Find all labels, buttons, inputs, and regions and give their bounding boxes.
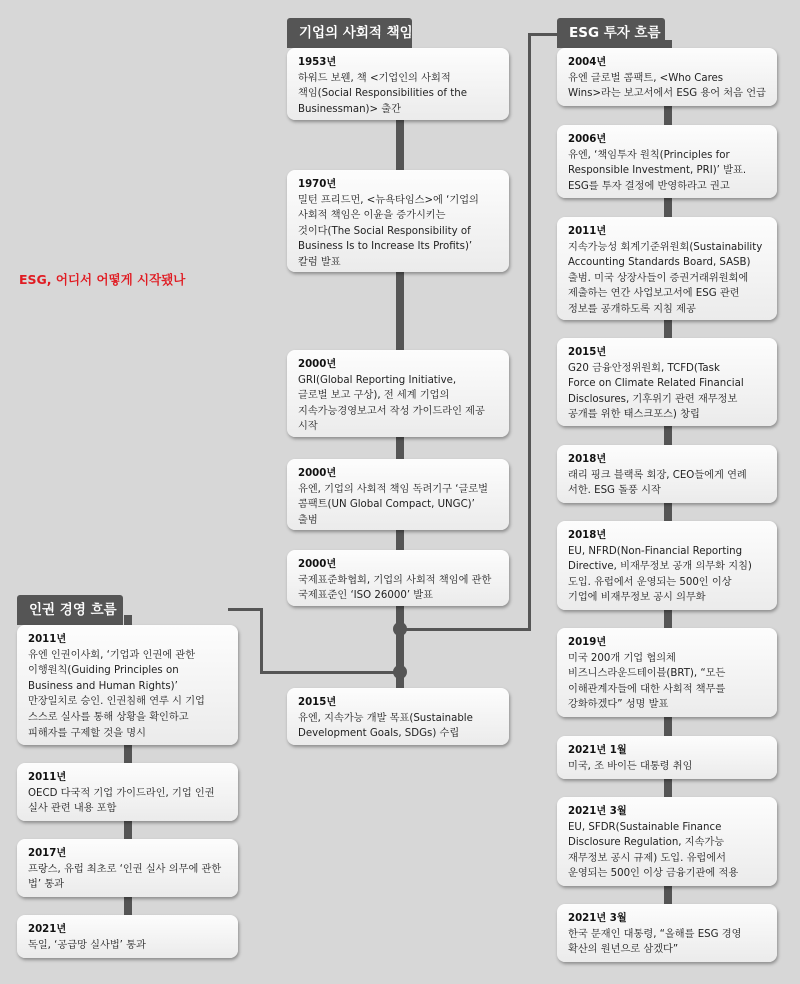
card-year: 2021년 3월 (568, 913, 627, 924)
timeline-card-esg-2011 (557, 217, 777, 320)
timeline-card-esg-2006 (557, 125, 777, 198)
card-text: 밀턴 프리드먼, <뉴욕타임스>에 ‘기업의 사회적 책임은 이윤을 증가시키는 것이다(The Social Responsibility of Business Is to Increase Its Profits)’ 칼럼 발표 (298, 194, 479, 268)
card-year: 2000년 (298, 559, 337, 570)
card-text: 유엔 글로벌 콤팩트, <Who Cares Wins>라는 보고서에서 ESG 용어 처음 언급 (568, 72, 766, 100)
card-year: 2021년 3월 (568, 806, 627, 817)
esg-connector-top (528, 33, 558, 36)
card-text: 유엔, 지속가능 개발 목표(Sustainable Development Goals, SDGs) 수립 (298, 712, 473, 740)
card-year: 2006년 (568, 134, 607, 145)
card-text: 미국, 조 바이든 대통령 취임 (568, 760, 693, 772)
esg-connector-vertical (528, 33, 531, 631)
card-year: 2021년 (28, 924, 67, 935)
card-text: EU, SFDR(Sustainable Finance Disclosure Regulation, 지속가능 재무정보 공시 규제) 도입. 유럽에서 운영되는 500인 이상 금융기관에 적용 (568, 821, 739, 880)
card-year: 2015년 (568, 347, 607, 358)
merge-node-esg (393, 622, 407, 636)
card-year: 2017년 (28, 848, 67, 859)
card-text: 한국 문재인 대통령, “올해를 ESG 경영 확산의 원년으로 삼겠다” (568, 928, 742, 956)
timeline-card-csr-2000-ungc (287, 459, 509, 530)
card-text: 독일, ‘공급망 실사법’ 통과 (28, 939, 146, 951)
timeline-card-csr-1970 (287, 170, 509, 272)
merge-node-hr (393, 665, 407, 679)
card-text: 유엔, ‘책임투자 원칙(Principles for Responsible Investment, PRI)’ 발표. ESG를 투자 결정에 반영하라고 권고 (568, 149, 747, 192)
card-text: 미국 200개 기업 협의체 비즈니스라운드테이블(BRT), “모든 이해관계자들에 대한 사회적 책무를 강화하겠다” 성명 발표 (568, 652, 726, 711)
card-year: 2011년 (28, 634, 67, 645)
card-year: 2000년 (298, 359, 337, 370)
timeline-card-esg-2021-jan (557, 736, 777, 779)
hr-connector-vertical (260, 608, 263, 674)
card-year: 1970년 (298, 179, 337, 190)
timeline-card-esg-2021-mar-sfdr (557, 797, 777, 886)
csr-column-header: 기업의 사회적 책임 (287, 18, 412, 48)
hr-connector-horizontal (228, 608, 263, 611)
card-text: 하워드 보웬, 책 <기업인의 사회적 책임(Social Responsibilities of the Businessman)> 출간 (298, 72, 467, 115)
timeline-card-csr-2015-sdgs (287, 688, 509, 745)
card-text: 프랑스, 유럽 최초로 ‘인권 실사 의무에 관한 법’ 통과 (28, 863, 222, 891)
esg-column-header: ESG 투자 흐름 (557, 18, 665, 48)
timeline-card-esg-2021-mar-korea (557, 904, 777, 962)
timeline-card-csr-2000-gri (287, 350, 509, 437)
card-text: 유엔, 기업의 사회적 책임 독려기구 ‘글로벌 콤팩트(UN Global Compact, UNGC)’ 출범 (298, 483, 488, 526)
esg-connector-bottom (400, 628, 531, 631)
card-year: 2015년 (298, 697, 337, 708)
card-text: EU, NFRD(Non-Financial Reporting Directive, 비재무정보 공개 의무화 지침) 도입. 유럽에서 운영되는 500인 이상 기업에 비재무정보 공시 의무화 (568, 545, 752, 604)
timeline-card-esg-2019 (557, 628, 777, 717)
card-text: 국제표준화협회, 기업의 사회적 책임에 관한 국제표준인 ‘ISO 26000’ 발표 (298, 574, 492, 602)
card-text: G20 금융안정위원회, TCFD(Task Force on Climate Related Financial Disclosures, 기후위기 관련 재무정보 공개를 위한 태스크포스) 창립 (568, 362, 744, 421)
page-title: ESG, 어디서 어떻게 시작됐나 (19, 272, 186, 287)
hr-column-header: 인권 경영 흐름 (17, 595, 123, 625)
card-year: 2011년 (568, 226, 607, 237)
card-year: 1953년 (298, 57, 337, 68)
card-year: 2018년 (568, 454, 607, 465)
timeline-card-esg-2018-nfrd (557, 521, 777, 610)
timeline-card-csr-2000-iso (287, 550, 509, 606)
card-text: 유엔 인권이사회, ‘기업과 인권에 관한 이행원칙(Guiding Principles on Business and Human Rights)’ 만장일치로 승인. 인권침해 연루 시 기업 스스로 실사를 통해 상황을 확인하고 피해자를 구제할 것을 명시 (28, 649, 205, 739)
card-year: 2019년 (568, 637, 607, 648)
timeline-card-esg-2015 (557, 338, 777, 426)
card-year: 2018년 (568, 530, 607, 541)
hr-connector-bottom (260, 671, 400, 674)
card-year: 2004년 (568, 57, 607, 68)
card-year: 2000년 (298, 468, 337, 479)
card-text: 지속가능성 회계기준위원회(Sustainability Accounting Standards Board, SASB) 출범. 미국 상장사들이 증권거래위원회에 제출하는 연간 사업보고서에 ESG 관련 정보를 공개하도록 지침 제공 (568, 241, 763, 315)
timeline-card-esg-2018-larry-fink (557, 445, 777, 503)
timeline-card-hr-2021 (17, 915, 238, 958)
timeline-card-esg-2004 (557, 48, 777, 106)
timeline-card-hr-2011-oecd (17, 763, 238, 821)
timeline-card-hr-2017 (17, 839, 238, 897)
card-text: OECD 다국적 기업 가이드라인, 기업 인권 실사 관련 내용 포함 (28, 787, 215, 815)
card-text: 래리 핑크 블랙록 회장, CEO들에게 연례 서한. ESG 돌풍 시작 (568, 469, 747, 497)
card-text: GRI(Global Reporting Initiative, 글로벌 보고 구상), 전 세계 기업의 지속가능경영보고서 작성 가이드라인 제공 시작 (298, 374, 485, 433)
card-year: 2011년 (28, 772, 67, 783)
card-year: 2021년 1월 (568, 745, 627, 756)
timeline-card-csr-1953 (287, 48, 509, 120)
timeline-card-hr-2011-un (17, 625, 238, 745)
